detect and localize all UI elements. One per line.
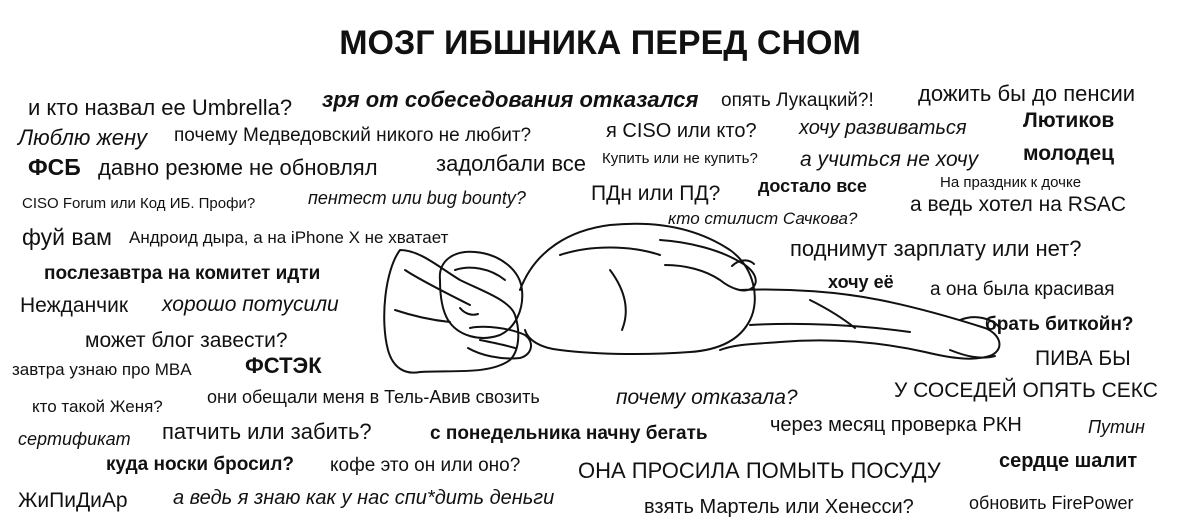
- thought-develop: хочу развиваться: [799, 117, 967, 139]
- thought-neighbors: У СОСЕДЕЙ ОПЯТЬ СЕКС: [894, 379, 1158, 402]
- thought-interview: зря от собеседования отказался: [322, 87, 699, 112]
- thought-want-her: хочу её: [828, 272, 894, 292]
- thought-gdpr: ЖиПиДиАр: [18, 489, 128, 512]
- thought-medvedovsky: почему Медведовский никого не любит?: [174, 125, 532, 146]
- thought-study: а учиться не хочу: [800, 148, 979, 171]
- thought-putin: Путин: [1088, 417, 1145, 437]
- thought-money: а ведь я знаю как у нас спи*дить деньги: [173, 487, 555, 509]
- thought-rsac: а ведь хотел на RSAC: [910, 193, 1127, 216]
- thought-heart: сердце шалит: [999, 450, 1138, 472]
- thought-socks: куда носки бросил?: [106, 454, 294, 475]
- thought-android: Андроид дыра, а на iPhone X не хватает: [129, 228, 449, 247]
- thought-firepower: обновить FirePower: [969, 493, 1134, 513]
- thought-umbrella: и кто назвал ее Umbrella?: [28, 95, 293, 120]
- thought-running: с понедельника начну бегать: [430, 423, 708, 444]
- thought-unexpected: Нежданчик: [20, 294, 129, 317]
- thought-party: хорошо потусили: [162, 293, 339, 316]
- thought-stylist: кто стилист Сачкова?: [668, 209, 858, 228]
- thought-fedup: задолбали все: [436, 151, 586, 176]
- thought-patch: патчить или забить?: [162, 419, 372, 444]
- thought-fstek: ФСТЭК: [245, 353, 322, 378]
- thought-committee: послезавтра на комитет идти: [44, 263, 321, 284]
- thought-rkn: через месяц проверка РКН: [770, 414, 1022, 436]
- thought-tired: достало все: [758, 176, 867, 196]
- thought-martell: взять Мартель или Хенесси?: [644, 496, 914, 518]
- thought-lyutikov-line2: молодец: [1023, 142, 1115, 165]
- thought-fsb: ФСБ: [28, 154, 81, 180]
- thought-coffee: кофе это он или оно?: [330, 455, 521, 476]
- thought-bitcoin: брать биткойн?: [985, 314, 1134, 335]
- thought-holiday: На праздник к дочке: [940, 174, 1082, 191]
- thought-certificate: сертификат: [18, 429, 131, 449]
- thought-resume: давно резюме не обновлял: [98, 155, 378, 180]
- thought-salary: поднимут зарплату или нет?: [790, 236, 1082, 261]
- thought-wife: Люблю жену: [18, 125, 148, 150]
- thought-blog: может блог завести?: [85, 329, 288, 352]
- thought-lyutikov-line1: Лютиков: [1023, 109, 1115, 132]
- thought-telaviv: они обещали меня в Тель-Авив свозить: [207, 387, 540, 407]
- thought-pdn: ПДн или ПД?: [591, 182, 721, 205]
- thought-dishes: ОНА ПРОСИЛА ПОМЫТЬ ПОСУДУ: [578, 458, 941, 483]
- thought-beer: ПИВА БЫ: [1035, 347, 1131, 370]
- thought-lukatsky: опять Лукацкий?!: [721, 90, 874, 111]
- thought-mba: завтра узнаю про MBA: [12, 360, 192, 379]
- thought-ciso: я CISO или кто?: [606, 120, 757, 142]
- page-title: МОЗГ ИБШНИКА ПЕРЕД СНОМ: [339, 24, 861, 62]
- thought-pentest: пентест или bug bounty?: [308, 188, 526, 208]
- thought-fuy: фуй вам: [22, 224, 112, 250]
- thought-beautiful: а она была красивая: [930, 279, 1115, 300]
- thought-zhenya: кто такой Женя?: [32, 397, 163, 416]
- thought-pension: дожить бы до пенсии: [918, 81, 1136, 106]
- sleeping-person-illustration: [360, 210, 1020, 400]
- thought-ciso-forum: CISO Forum или Код ИБ. Профи?: [22, 195, 256, 212]
- thought-buy: Купить или не купить?: [602, 150, 758, 167]
- thought-refused: почему отказала?: [616, 386, 798, 409]
